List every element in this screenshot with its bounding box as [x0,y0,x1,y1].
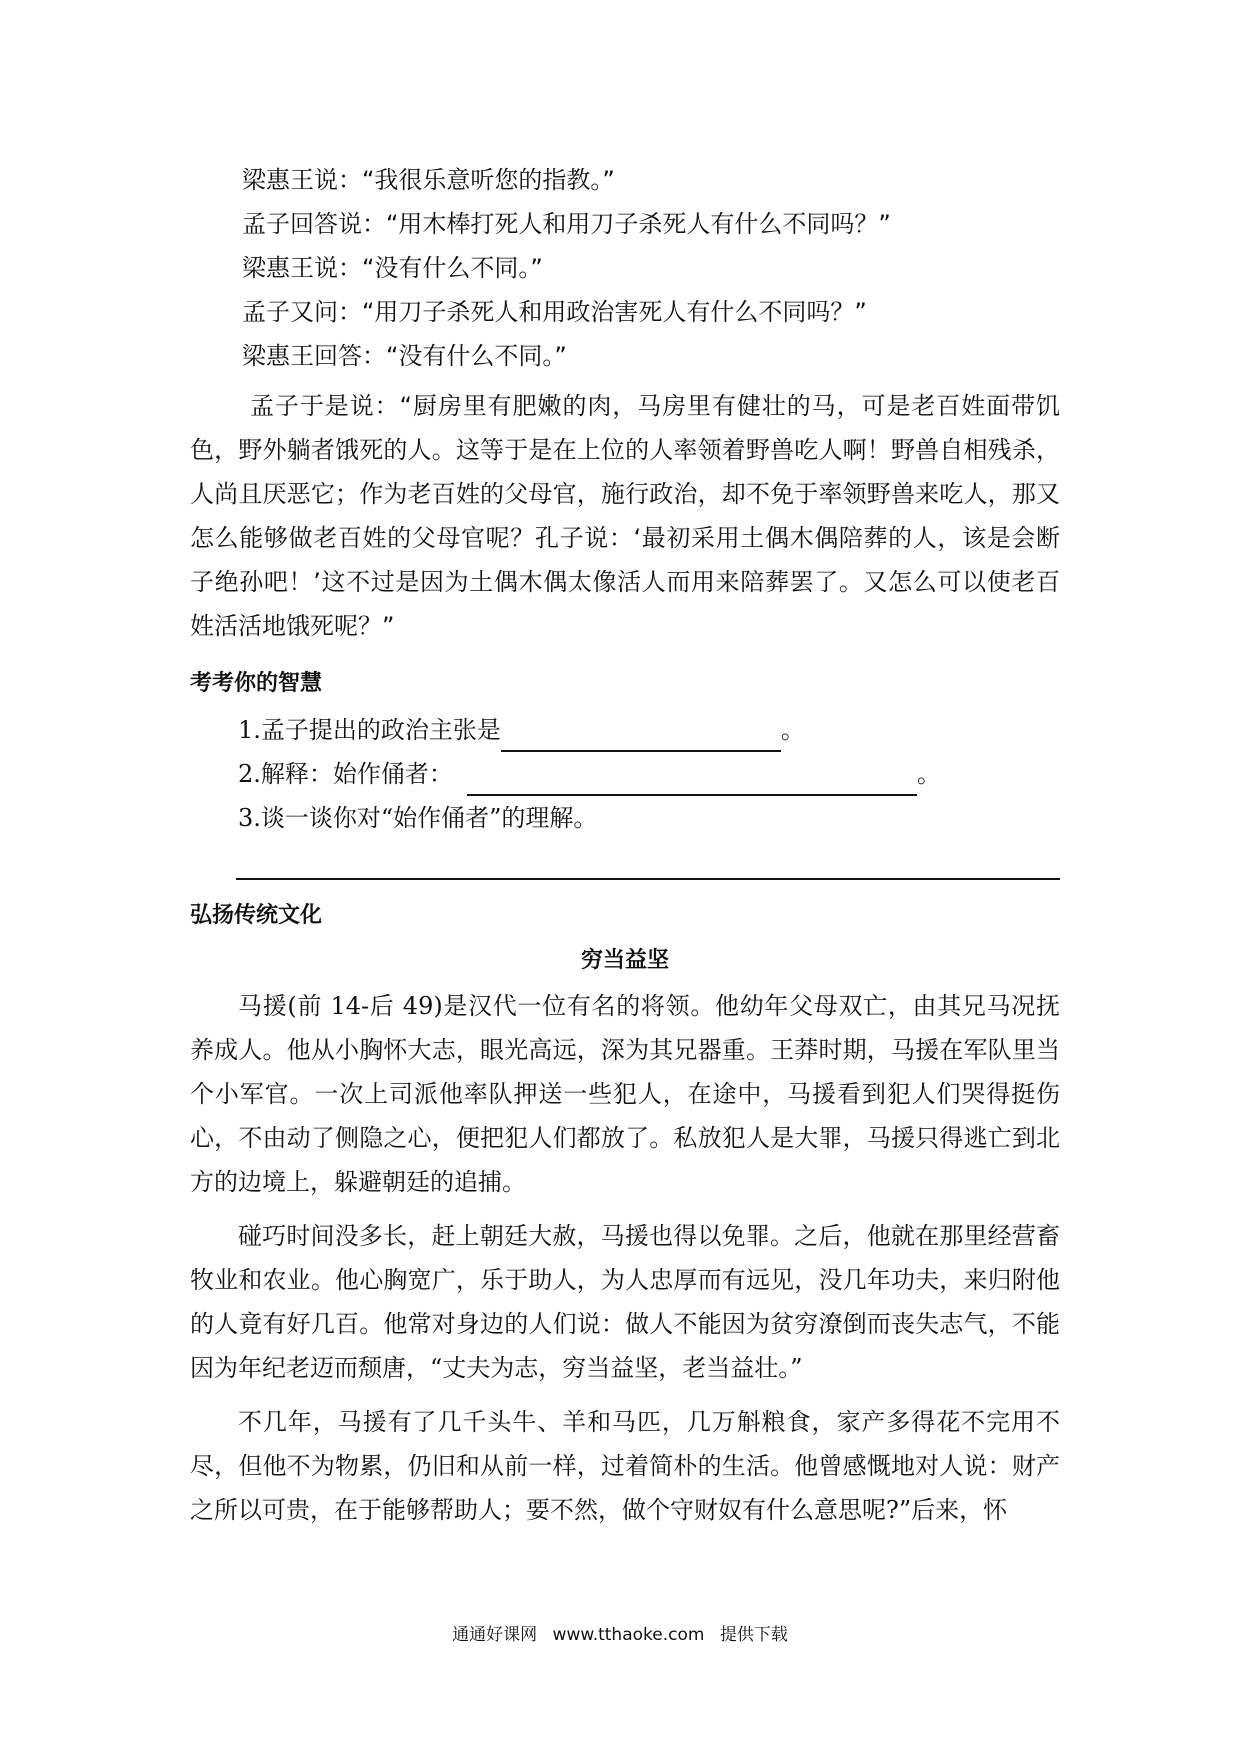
story-paragraph-2: 碰巧时间没多长，赶上朝廷大赦，马援也得以免罪。之后，他就在那里经营畜牧业和农业。他心胸宽广，乐于助人，为人忠厚而有远见，没几年功夫，来归附他的人竟有好几百。他常对身边的人们说：做人不能因为贫穷潦倒而丧失志气，不能因为年纪老迈而颓唐，“丈夫为志，穷当益坚，老当益壮。” [190,1222,1060,1382]
dialogue-line: 梁惠王回答：“没有什么不同。” [242,342,567,370]
q2-text: 2.解释：始作俑者： [238,760,453,788]
page-footer [0,1620,1240,1645]
dialogue-line: 梁惠王说：“我很乐意听您的指教。” [242,166,615,194]
footer-site-name: 通通好课网 [452,1625,538,1645]
q1-answer-blank[interactable] [501,724,781,752]
story-paragraph-1: 马援(前 14-后 49)是汉代一位有名的将领。他幼年父母双亡，由其兄马况抚养成人。他从小胸怀大志，眼光高远，深为其兄器重。王莽时期，马援在军队里当个小军官。一次上司派他率队押送一些犯人，在途中，马援看到犯人们哭得挺伤心，不由动了侧隐之心，便把犯人们都放了。私放犯人是大罪，马援只得逃亡到北方的边境上，躲避朝廷的追捕。 [190,992,1060,1196]
q2-answer-blank[interactable] [467,768,917,796]
dialogue-line: 孟子回答说：“用木棒打死人和用刀子杀死人有什么不同吗？” [242,210,891,238]
quiz-question-3: 3.谈一谈你对“始作俑者”的理解。 [238,804,598,832]
q1-suffix: 。 [780,716,805,744]
footer-url[interactable]: www.tthaoke.com [552,1625,705,1645]
q3-answer-line[interactable] [236,878,1060,880]
q1-text: 1.孟子提出的政治主张是 [238,716,501,744]
dialogue-block [190,158,1060,378]
dialogue-line: 孟子又问：“用刀子杀死人和用政治害死人有什么不同吗？” [242,298,867,326]
story-title: 穷当益坚 [580,947,669,973]
quiz-question-2 [190,752,1108,796]
story-paragraph-3: 不几年，马援有了几千头牛、羊和马匹，几万斛粮食，家产多得花不完用不尽，但他不为物累，仍旧和从前一样，过着简朴的生活。他曾感慨地对人说：财产之所以可贵，在于能够帮助人；要不然，做个守财奴有什么意思呢?”后来，怀 [190,1408,1060,1524]
q2-suffix: 。 [916,760,941,788]
culture-heading: 弘扬传统文化 [190,903,323,928]
quiz-question-1 [190,708,1108,752]
mencius-paragraph: 孟子于是说：“厨房里有肥嫩的肉，马房里有健壮的马，可是老百姓面带饥色，野外躺者饿死的人。这等于是在上位的人率领着野兽吃人啊！野兽自相残杀，人尚且厌恶它；作为老百姓的父母官，施行政治，却不免于率领野兽来吃人，那又怎么能够做老百姓的父母官呢？孔子说：‘最初采用土偶木偶陪葬的人，该是会断子绝孙吧！’这不过是因为土偶木偶太像活人而用来陪葬罢了。又怎么可以使老百姓活活地饿死呢？” [190,392,1060,640]
dialogue-line: 梁惠王说：“没有什么不同。” [242,254,543,282]
quiz-heading: 考考你的智慧 [190,671,323,696]
footer-note: 提供下载 [719,1625,788,1645]
